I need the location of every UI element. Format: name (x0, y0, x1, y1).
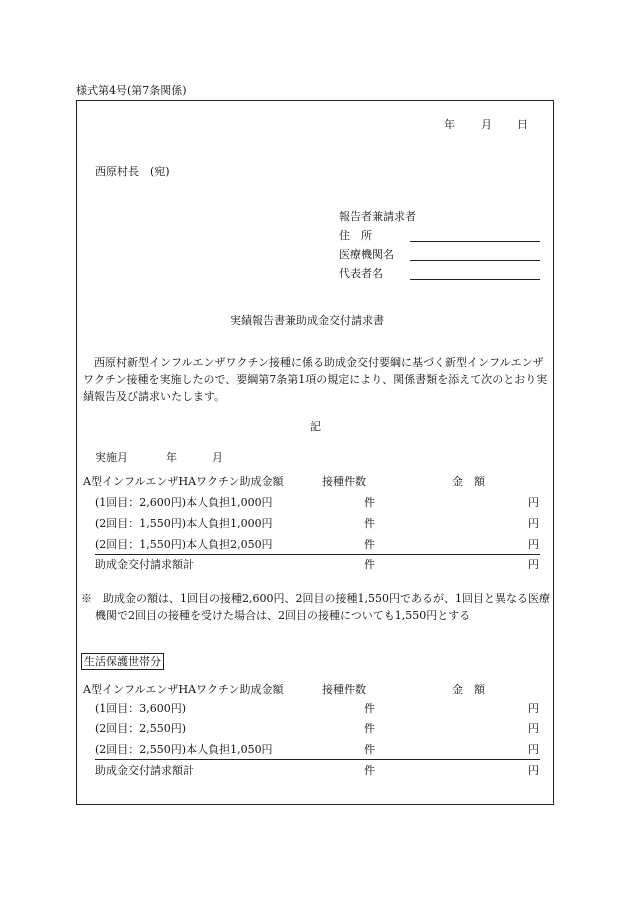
date-day: 日 (517, 118, 528, 131)
institution-field[interactable] (410, 260, 540, 261)
table-row-amount-unit: 円 (528, 743, 539, 756)
table-row-count-unit: 件 (364, 517, 375, 530)
section2-label: 生活保護世帯分 (81, 653, 164, 670)
table-row-label: (1回目：2,600円)本人負担1,000円 (95, 496, 273, 509)
representative-label: 代表者名 (339, 267, 383, 280)
table1-header-amount: 金 額 (452, 475, 485, 488)
table2-header-count: 接種件数 (322, 683, 366, 696)
date-year: 年 (444, 118, 455, 131)
table-row-label: (2回目：1,550円)本人負担1,000円 (95, 517, 273, 530)
table-row-amount-unit: 円 (528, 702, 539, 715)
body-text: 西原村新型インフルエンザワクチン接種に係る助成金交付要綱に基づく新型インフルエンザワクチン接種を実施したので、要綱第7条第1項の規定により、関係書類を添えて次のとおり実績報告及び請求いたします。 (83, 356, 548, 403)
table-row-count-unit: 件 (364, 702, 375, 715)
ki-label: 記 (310, 420, 321, 433)
table1-total-rule (95, 554, 540, 555)
table1-total-count-unit: 件 (364, 558, 375, 571)
table-row-amount-unit: 円 (528, 517, 539, 530)
table-row-count-unit: 件 (364, 743, 375, 756)
impl-month: 月 (212, 451, 223, 464)
date-month: 月 (481, 118, 492, 131)
table2-total-count-unit: 件 (364, 764, 375, 777)
addressee: 西原村長 (宛) (95, 165, 170, 178)
doc-title: 実績報告書兼助成金交付請求書 (230, 314, 384, 327)
table-row-count-unit: 件 (364, 722, 375, 735)
table-row-amount-unit: 円 (528, 722, 539, 735)
table1-header-count: 接種件数 (322, 475, 366, 488)
representative-field[interactable] (410, 279, 540, 280)
table-row-count-unit: 件 (364, 538, 375, 551)
table2-total-rule (95, 759, 540, 760)
note-text: ※ 助成金の額は、1回目の接種2,600円、2回目の接種1,550円であるが、1回目と異なる医療機関で2回目の接種を受けた場合は、2回目の接種についても1,550円とする (81, 592, 550, 622)
table-row-amount-unit: 円 (528, 496, 539, 509)
impl-year: 年 (166, 451, 177, 464)
form-label: 様式第4号(第7条関係) (76, 84, 187, 97)
table2-total-amount-unit: 円 (528, 764, 539, 777)
table-row-amount-unit: 円 (528, 538, 539, 551)
table1-header-name: A型インフルエンザHAワクチン助成金額 (83, 475, 284, 488)
address-field[interactable] (410, 241, 540, 242)
table2-total-label: 助成金交付請求額計 (95, 764, 194, 777)
form-frame (76, 100, 554, 805)
table2-header-name: A型インフルエンザHAワクチン助成金額 (83, 683, 284, 696)
table-row-label: (2回目：2,550円)本人負担1,050円 (95, 743, 273, 756)
table-row-label: (1回目：3,600円) (95, 702, 187, 715)
table-row-label: (2回目：2,550円) (95, 722, 187, 735)
table2-header-amount: 金 額 (452, 683, 485, 696)
impl-label: 実施月 (95, 451, 128, 464)
address-label: 住 所 (339, 229, 372, 242)
table1-total-amount-unit: 円 (528, 558, 539, 571)
table-row-count-unit: 件 (364, 496, 375, 509)
table1-total-label: 助成金交付請求額計 (95, 558, 194, 571)
institution-label: 医療機関名 (339, 248, 394, 261)
table-row-label: (2回目：1,550円)本人負担2,050円 (95, 538, 273, 551)
reporter-title: 報告者兼請求者 (339, 210, 416, 223)
